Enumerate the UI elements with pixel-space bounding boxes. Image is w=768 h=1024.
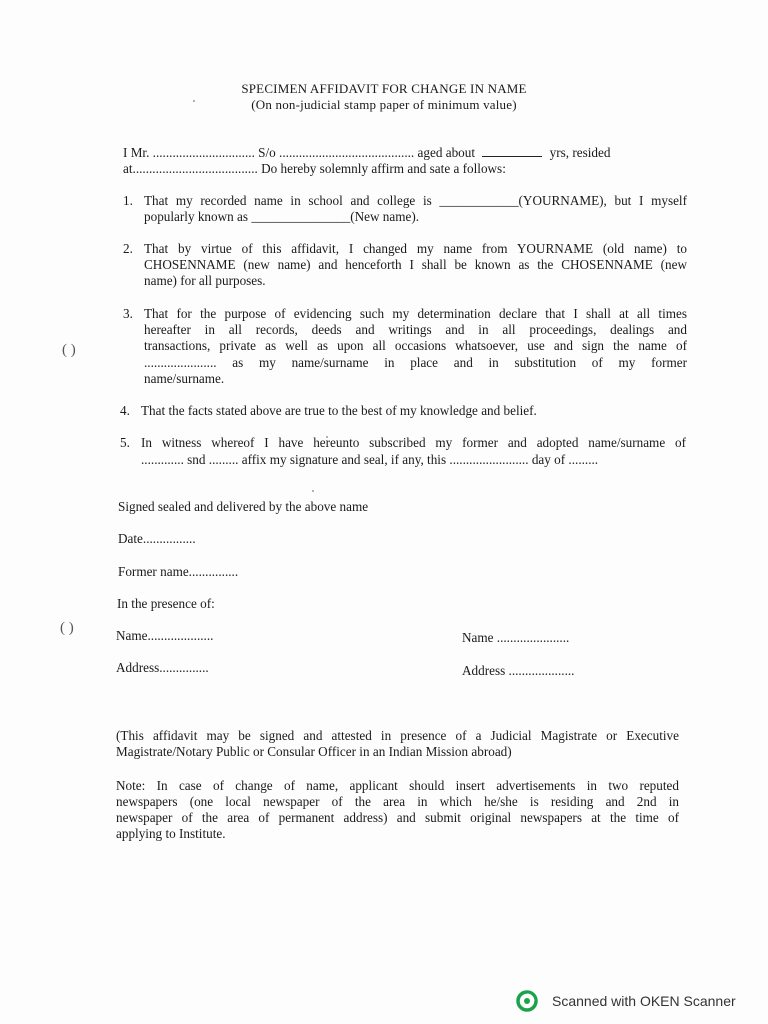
item-2-line-1: That by virtue of this affidavit, I changed my name from YOURNAME (old name) to xyxy=(144,241,687,256)
note-line-1: Note: In case of change of name, applicant should insert advertisements in two reputed xyxy=(116,778,679,793)
item-3-line-3: transactions, private as well as upon all occasions whatsoever, use and sign the name of xyxy=(144,338,687,353)
item-3-line-5: name/surname. xyxy=(144,371,225,386)
presence-label: In the presence of: xyxy=(117,596,215,611)
item-4-line-1: That the facts stated above are true to the best of my knowledge and belief. xyxy=(141,403,537,418)
intro-line-2: at...................................... Do hereby solemnly affirm and sate a follows: xyxy=(123,161,506,176)
intro-resided-text: yrs, resided xyxy=(549,145,611,160)
note-line-3: newspaper of the area of permanent address) and submit original newspapers at the time of xyxy=(116,810,679,825)
item-5-line-2: ............. snd ......... affix my signature and seal, if any, this ........................ day of ......... xyxy=(141,452,599,467)
age-blank xyxy=(482,146,542,157)
intro-name-fields: I Mr. ............................... S/o ......................................... aged about xyxy=(123,145,476,160)
item-1-line-1: That my recorded name in school and college is ____________(YOURNAME), but I myself xyxy=(144,193,687,208)
item-number: 5. xyxy=(120,435,130,450)
item-2-line-2: CHOSENNAME (new name) and henceforth I shall be known as the CHOSENNAME (new xyxy=(144,257,687,272)
document-title: SPECIMEN AFFIDAVIT FOR CHANGE IN NAME xyxy=(241,81,527,96)
punch-hole-mark: ( ) xyxy=(60,620,74,636)
note-line-4: applying to Institute. xyxy=(116,826,226,841)
item-3-line-4: ...................... as my name/surname in place and in substitution of my former xyxy=(144,355,687,370)
item-3-line-2: hereafter in all records, deeds and writings and in all proceedings, dealings and xyxy=(144,322,687,337)
item-number: 3. xyxy=(123,306,133,321)
witness-name-left: Name.................... xyxy=(116,628,214,643)
item-3-line-1: That for the purpose of evidencing such my determination declare that I shall at all times xyxy=(144,306,687,321)
scan-speck xyxy=(312,490,314,492)
witness-address-left: Address............... xyxy=(116,660,209,675)
note-line-2: newspapers (one local newspaper of the area in which he/she is residing and 2nd in xyxy=(116,794,679,809)
item-1-line-2: popularly known as _______________(New name). xyxy=(144,209,420,224)
scanner-watermark xyxy=(516,990,736,1012)
attestation-line-1: (This affidavit may be signed and attested in presence of a Judicial Magistrate or Executive xyxy=(116,728,679,743)
item-number: 4. xyxy=(120,403,130,418)
signed-sealed-line: Signed sealed and delivered by the above name xyxy=(118,499,369,514)
oken-scanner-logo-icon xyxy=(516,990,538,1012)
item-number: 2. xyxy=(123,241,133,256)
item-5-line-1: In witness whereof I have hereunto subscribed my former and adopted name/surname of xyxy=(141,435,686,450)
document-subtitle: (On non-judicial stamp paper of minimum value) xyxy=(251,97,517,112)
former-name-field: Former name............... xyxy=(118,564,239,579)
attestation-line-2: Magistrate/Notary Public or Consular Officer in an Indian Mission abroad) xyxy=(116,744,512,759)
witness-address-right: Address .................... xyxy=(462,663,575,678)
item-2-line-3: name) for all purposes. xyxy=(144,273,266,288)
item-number: 1. xyxy=(123,193,133,208)
punch-hole-mark: ( ) xyxy=(62,342,76,358)
intro-line-1 xyxy=(123,145,610,161)
date-field: Date................ xyxy=(118,531,196,546)
witness-name-right: Name ...................... xyxy=(462,630,570,645)
scanner-text: Scanned with OKEN Scanner xyxy=(552,993,736,1009)
